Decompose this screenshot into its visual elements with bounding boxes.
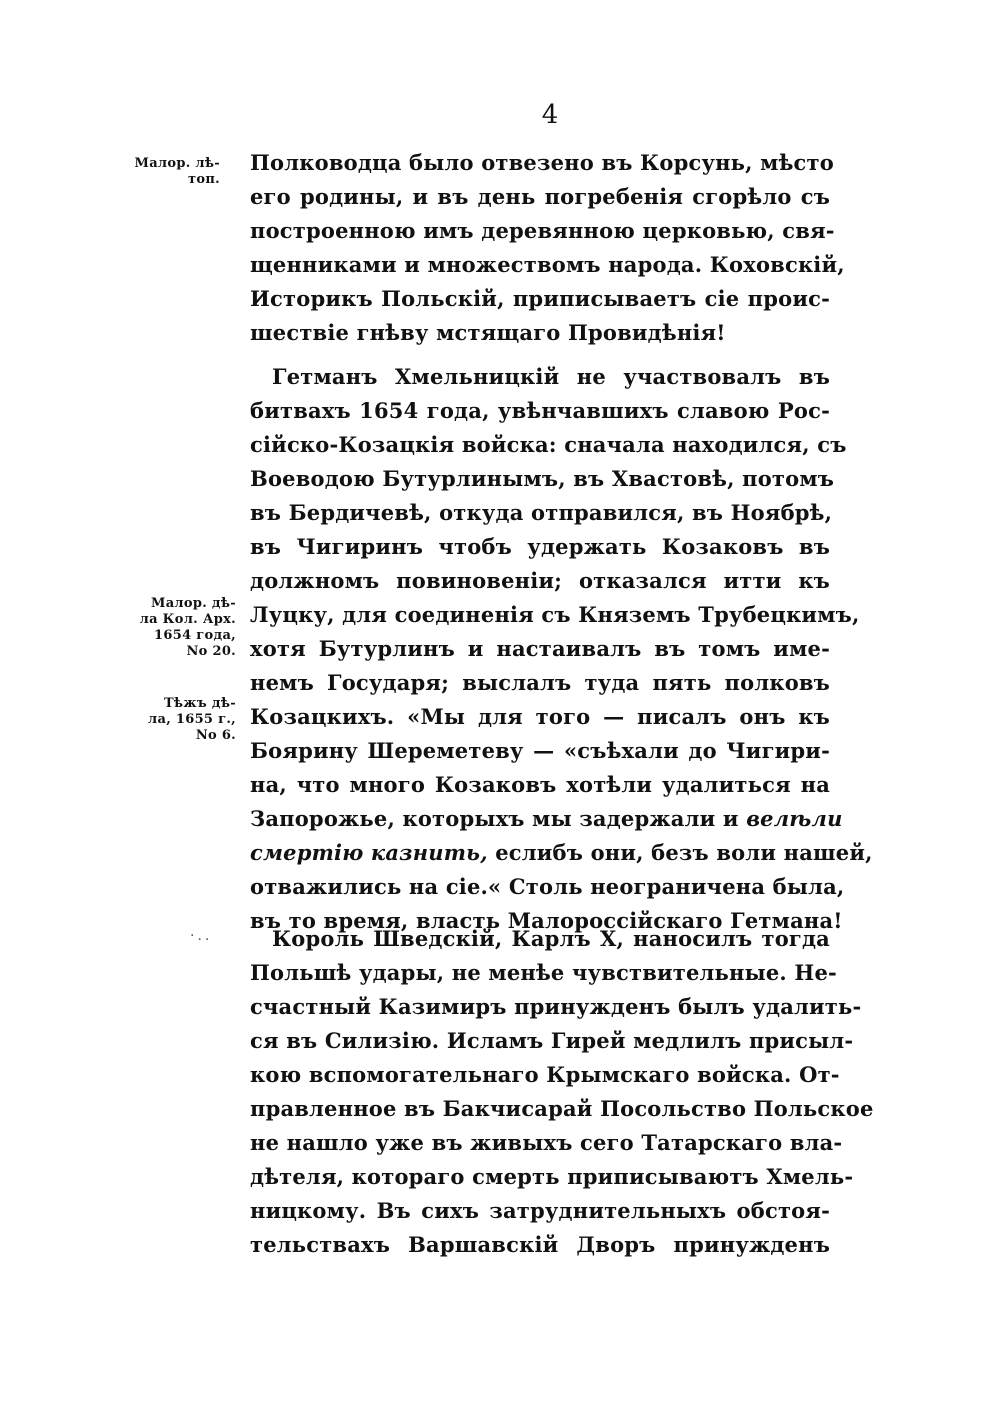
paragraph-1 [250,146,845,350]
text-fragment: еслибъ они, безъ воли нашей, [487,840,873,865]
decorative-dots: ·.. [190,928,213,944]
text-line: отважились на сіе.« Столь неограничена была, [250,874,845,899]
margin-note-2 [124,596,236,660]
margin-note-line: 1654 года, [154,628,236,643]
text-line: хотя Бутурлинъ и настаивалъ въ томъ име- [250,636,830,661]
italic-fragment: смертію казнить, [250,840,488,865]
text-line: построенною имъ деревянною церковью, свя- [250,218,835,243]
text-line: ся въ Силизію. Исламъ Гирей медлилъ присыл- [250,1028,854,1053]
text-line: счастный Казимиръ принужденъ былъ удалить- [250,994,862,1019]
text-line: Польшѣ удары, не менѣе чувствительные. Не- [250,960,837,985]
margin-note-1 [108,156,220,188]
margin-note-line: Малор. дѣ- [151,596,236,611]
text-line: Гетманъ Хмельницкій не участвовалъ въ [272,364,830,389]
margin-note-line: No 20. [186,644,236,659]
text-line: Историкъ Польскій, приписываетъ сіе проис- [250,286,830,311]
text-line: на, что много Козаковъ хотѣли удалиться на [250,772,830,797]
text-line-mixed [250,836,873,870]
text-line: ницкому. Въ сихъ затруднительныхъ обстоя- [250,1198,830,1223]
text-line: шествіе гнѣву мстящаго Провидѣнія! [250,320,726,345]
margin-note-line: ла, 1655 г., [148,712,236,727]
text-line: тельствахъ Варшавскій Дворъ принужденъ [250,1232,830,1257]
text-line: Козацкихъ. «Мы для того — писалъ онъ къ [250,704,830,729]
text-line: Полководца было отвезено въ Корсунь, мѣсто [250,150,834,175]
margin-note-line: ла Кол. Арх. [139,612,236,627]
text-line: Воеводою Бутурлинымъ, въ Хвастовѣ, потомъ [250,466,835,491]
text-line: Боярину Шереметеву — «съѣхали до Чигири- [250,738,830,763]
text-line: битвахъ 1654 года, увѣнчавшихъ славою Рос- [250,398,830,423]
paragraph-3 [250,922,874,1262]
paragraph-2 [250,360,873,938]
text-line: сійско-Козацкія войска: сначала находился, съ [250,432,847,457]
text-line: немъ Государя; выслалъ туда пять полковъ [250,670,830,695]
text-line: въ Бердичевѣ, откуда отправился, въ Ноябрѣ, [250,500,833,525]
text-line-mixed [250,802,843,836]
text-line: щенниками и множествомъ народа. Коховскій, [250,252,845,277]
text-line: должномъ повиновеніи; отказался итти къ [250,568,830,593]
text-line: не нашло уже въ живыхъ сего Татарскаго вла- [250,1130,843,1155]
text-line: въ то время, власть Малороссійскаго Гетмана! [250,908,843,933]
text-line: Луцку, для соединенія съ Княземъ Трубецкимъ, [250,602,860,627]
text-line: Король Шведскій, Карлъ X, наносилъ тогда [272,926,830,951]
text-line: дѣтеля, котораго смерть приписываютъ Хмель- [250,1164,854,1189]
margin-note-line: топ. [188,172,220,187]
page-number: 4 [541,100,559,130]
text-line: кою вспомогательнаго Крымскаго войска. От- [250,1062,840,1087]
text-line: его родины, и въ день погребенія сгорѣло съ [250,184,830,209]
margin-note-line: Малор. лѣ- [134,156,220,171]
italic-fragment: велѣли [746,806,843,831]
margin-note-line: Тѣжъ дѣ- [163,696,236,711]
text-fragment: Запорожье, которыхъ мы задержали и [250,806,747,831]
text-line: правленное въ Бакчисарай Посольство Польское [250,1096,874,1121]
margin-note-3 [124,696,236,744]
text-line: въ Чигиринъ чтобъ удержать Козаковъ въ [250,534,830,559]
margin-note-line: No 6. [195,728,236,743]
